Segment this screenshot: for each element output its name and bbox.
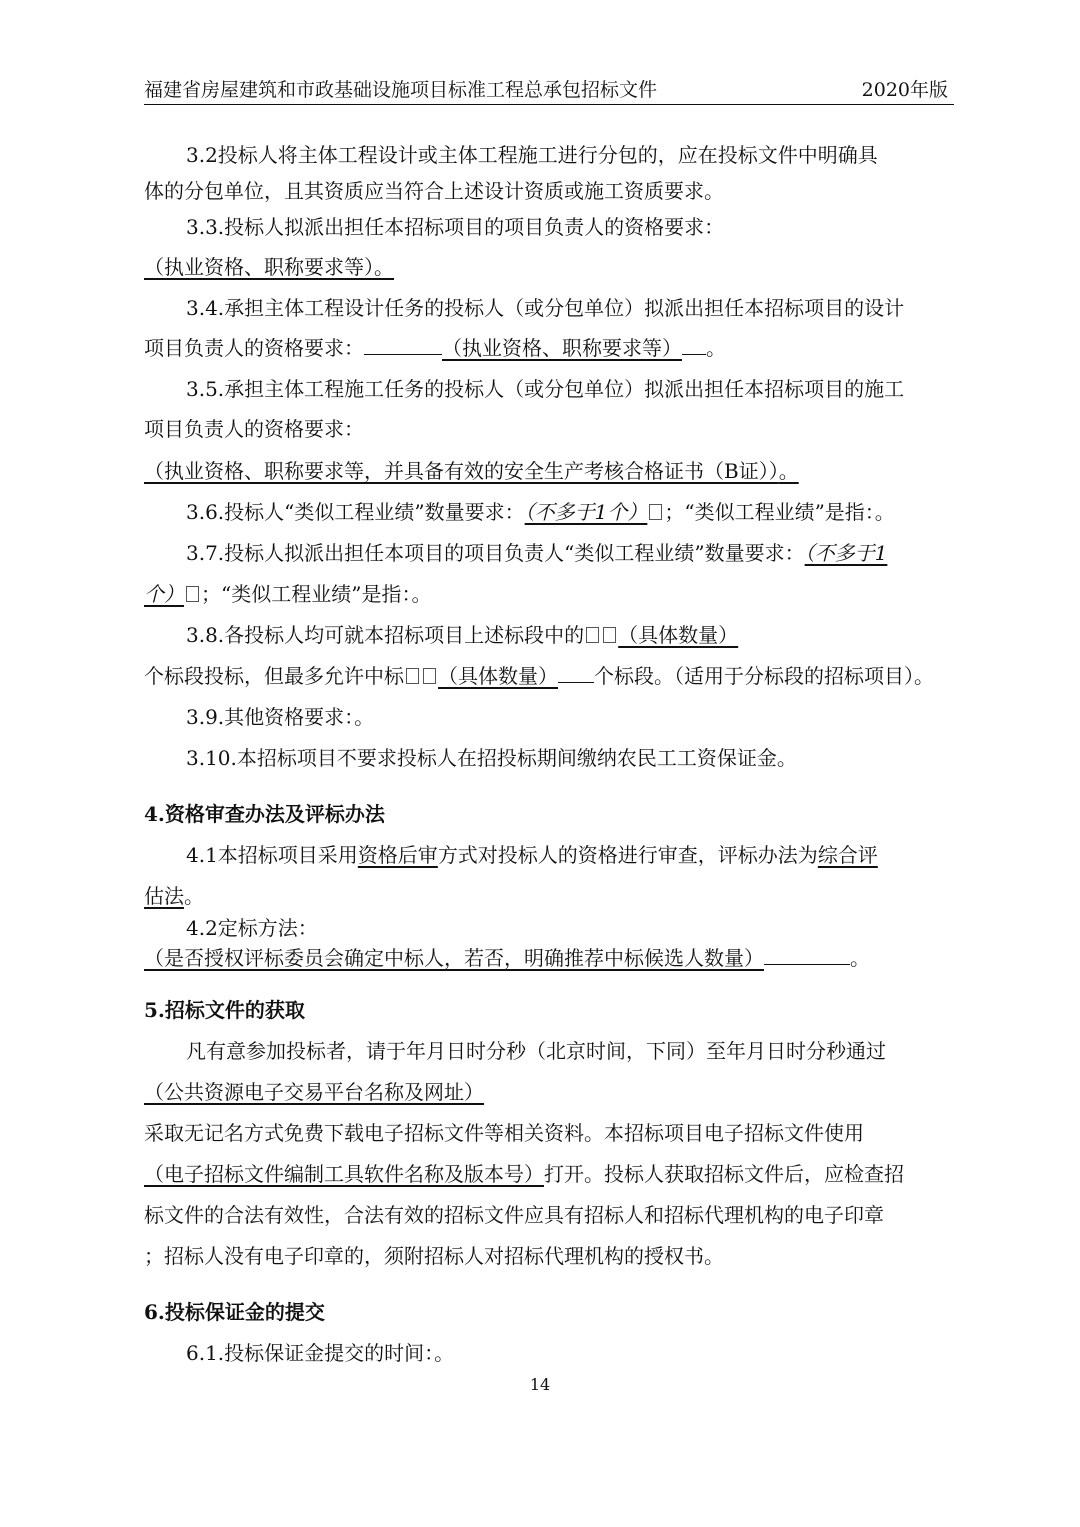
blank-box — [406, 668, 419, 684]
para-5-line-4: （电子招标文件编制工具软件名称及版本号）打开。投标人获取招标文件后，应检查招 — [144, 1162, 904, 1186]
header-rule — [144, 104, 954, 105]
fill-field: （公共资源电子交易平台名称及网址） — [144, 1080, 484, 1104]
blank-line — [558, 681, 594, 683]
para-5-line-6: ；招标人没有电子印章的，须附招标人对招标代理机构的授权书。 — [144, 1244, 724, 1268]
blank-line — [364, 353, 442, 355]
fill-field: （具体数量） — [438, 664, 558, 688]
fill-field: （不多于1个） — [524, 500, 648, 524]
fill-field: 估法 — [144, 884, 184, 908]
para-5-line-3: 采取无记名方式免费下载电子招标文件等相关资料。本招标项目电子招标文件使用 — [144, 1121, 864, 1145]
para-3-4-line-2: 项目负责人的资格要求： （执业资格、职称要求等） 。 — [144, 336, 726, 360]
para-3-3-line-1: 3.3.投标人拟派出担任本招标项目的项目负责人的资格要求： — [186, 215, 725, 239]
fill-field: 资格后审 — [357, 843, 438, 867]
para-3-5-line-2: 项目负责人的资格要求： — [144, 417, 364, 441]
para-4-1-line-2: 估法。 — [144, 884, 204, 908]
section-heading-4: 4.资格审查办法及评标办法 — [144, 802, 385, 826]
para-3-5-line-1: 3.5.承担主体工程施工任务的投标人（或分包单位）拟派出担任本招标项目的施工 — [186, 377, 905, 401]
para-3-5-line-3 — [144, 456, 799, 486]
blank-line — [764, 963, 850, 965]
fill-field: （电子招标文件编制工具软件名称及版本号） — [144, 1162, 544, 1186]
fill-field: （执业资格、职称要求等） — [144, 255, 374, 279]
para-3-7-line-2: 个） ；“类似工程业绩”是指：。 — [144, 582, 432, 606]
fill-field: （执业资格、职称要求等，并具备有效的安全生产考核合格证书（B证）） — [144, 459, 779, 483]
para-3-6: 3.6.投标人“类似工程业绩”数量要求：（不多于1个） ；“类似工程业绩”是指：。 — [186, 500, 895, 524]
fill-field: （不多于1 — [804, 541, 888, 565]
para-5-line-2 — [144, 1077, 484, 1107]
para-3-10: 3.10.本招标项目不要求投标人在招投标期间缴纳农民工工资保证金。 — [186, 746, 797, 770]
blank-box — [586, 627, 599, 643]
para-3-8-line-1: 3.8.各投标人均可就本招标项目上述标段中的 （具体数量） — [186, 623, 739, 647]
header-edition: 2020年版 — [861, 79, 948, 101]
fill-field: （执业资格、职称要求等） — [442, 336, 682, 360]
para-3-4-line-1: 3.4.承担主体工程设计任务的投标人（或分包单位）拟派出担任本招标项目的设计 — [186, 296, 905, 320]
blank-box — [603, 627, 616, 643]
para-3-7-line-1: 3.7.投标人拟派出担任本项目的项目负责人“类似工程业绩”数量要求：（不多于1 — [186, 541, 888, 565]
para-3-3-line-2 — [144, 252, 394, 282]
blank-box — [649, 504, 662, 520]
para-3-2-line-1: 3.2投标人将主体工程设计或主体工程施工进行分包的，应在投标文件中明确具 — [186, 143, 878, 167]
para-5-line-1: 凡有意参加投标者，请于年月日时分秒（北京时间，下同）至年月日时分秒通过 — [186, 1039, 886, 1063]
section-heading-6: 6.投标保证金的提交 — [144, 1300, 325, 1324]
fill-field: 综合评 — [817, 843, 878, 867]
page-header — [144, 76, 954, 104]
page-number: 14 — [529, 1375, 551, 1394]
fill-field: （是否授权评标委员会确定中标人，若否，明确推荐中标候选人数量） — [144, 946, 764, 970]
para-3-9: 3.9.其他资格要求：。 — [186, 705, 375, 729]
blank-box — [186, 586, 199, 602]
para-4-2-line-1: 4.2定标方法： — [186, 916, 318, 940]
fill-field-tail: 。 — [374, 255, 394, 279]
blank-box — [423, 668, 436, 684]
fill-field: （具体数量） — [618, 623, 739, 647]
para-4-2-line-2: （是否授权评标委员会确定中标人，若否，明确推荐中标候选人数量） 。 — [144, 946, 870, 970]
para-3-8-line-2: 个标段投标，但最多允许中标 （具体数量） 个标段。（适用于分标段的招标项目）。 — [144, 664, 934, 688]
para-4-1-line-1: 4.1本招标项目采用资格后审方式对投标人的资格进行审查，评标办法为综合评 — [186, 843, 878, 867]
section-heading-5: 5.招标文件的获取 — [144, 998, 305, 1022]
fill-field: 个） — [144, 582, 184, 606]
header-title: 福建省房屋建筑和市政基础设施项目标准工程总承包招标文件 — [144, 79, 658, 101]
fill-field-tail: 。 — [778, 459, 799, 483]
para-6-1: 6.1.投标保证金提交的时间：。 — [186, 1341, 455, 1365]
para-3-2-line-2: 体的分包单位，且其资质应当符合上述设计资质或施工资质要求。 — [144, 179, 724, 203]
para-5-line-5: 标文件的合法有效性，合法有效的招标文件应具有招标人和招标代理机构的电子印章 — [144, 1203, 884, 1227]
blank-line — [682, 353, 706, 355]
